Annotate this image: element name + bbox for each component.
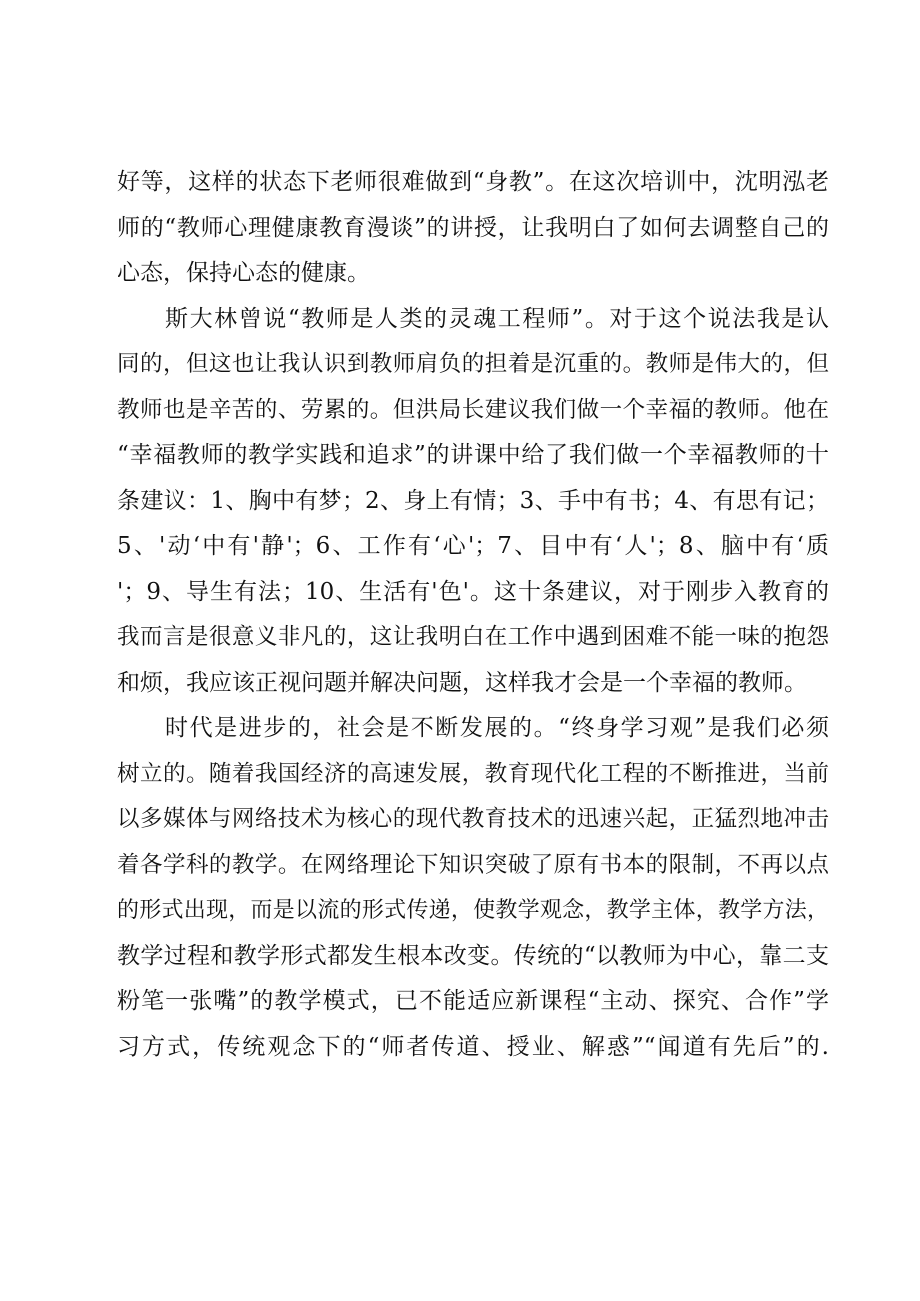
text-line: 时代是进步的，社会是不断发展的。“终身学习观”是我们必须 (165, 715, 829, 741)
text-line: 5、'动‘中有'静'；6、工作有‘心'；7、目中有‘人'；8、脑中有‘质 (117, 533, 829, 559)
text-line: 同的，但这也让我认识到教师肩负的担着是沉重的。教师是伟大的，但 (117, 351, 829, 377)
text-line: 好等，这样的状态下老师很难做到“身教”。在这次培训中，沈明泓老 (117, 169, 829, 195)
body-text (117, 160, 829, 1070)
text-line: 教师也是辛苦的、劳累的。但洪局长建议我们做一个幸福的教师。他在 (117, 396, 829, 423)
text-line: 条建议：1、胸中有梦；2、身上有情；3、手中有书；4、有思有记； (117, 487, 829, 514)
text-line: 粉笔一张嘴”的教学模式，已不能适应新课程“主动、探究、合作”学 (117, 988, 829, 1014)
text-line: 着各学科的教学。在网络理论下知识突破了原有书本的限制，不再以点 (117, 851, 829, 878)
text-line: 斯大林曾说“教师是人类的灵魂工程师”。对于这个说法我是认 (165, 305, 829, 332)
text-line: 和烦，我应该正视问题并解决问题，这样我才会是一个幸福的教师。 (117, 669, 807, 696)
text-line: “幸福教师的教学实践和追求”的讲课中给了我们做一个幸福教师的十 (117, 442, 829, 468)
text-line: 心态，保持心态的健康。 (117, 260, 370, 286)
text-line: 树立的。随着我国经济的高速发展，教育现代化工程的不断推进，当前 (117, 760, 829, 787)
text-line: 的形式出现，而是以流的形式传递，使教学观念，教学主体，教学方法， (117, 898, 829, 923)
text-line: 我而言是很意义非凡的，这让我明白在工作中遇到困难不能一味的抱怨 (117, 624, 829, 650)
text-line: '；9、导生有法；10、生活有'色'。这十条建议，对于刚步入教育的 (117, 578, 829, 605)
text-line: 师的“教师心理健康教育漫谈”的讲授，让我明白了如何去调整自己的 (117, 214, 829, 241)
text-line: 教学过程和教学形式都发生根本改变。传统的“以教师为中心，靠二支 (117, 942, 829, 969)
text-line: 以多媒体与网络技术为核心的现代教育技术的迅速兴起，正猛烈地冲击 (117, 806, 829, 832)
text-line: 习方式，传统观念下的“师者传道、授业、解惑”“闻道有先后”的. (117, 1033, 829, 1060)
